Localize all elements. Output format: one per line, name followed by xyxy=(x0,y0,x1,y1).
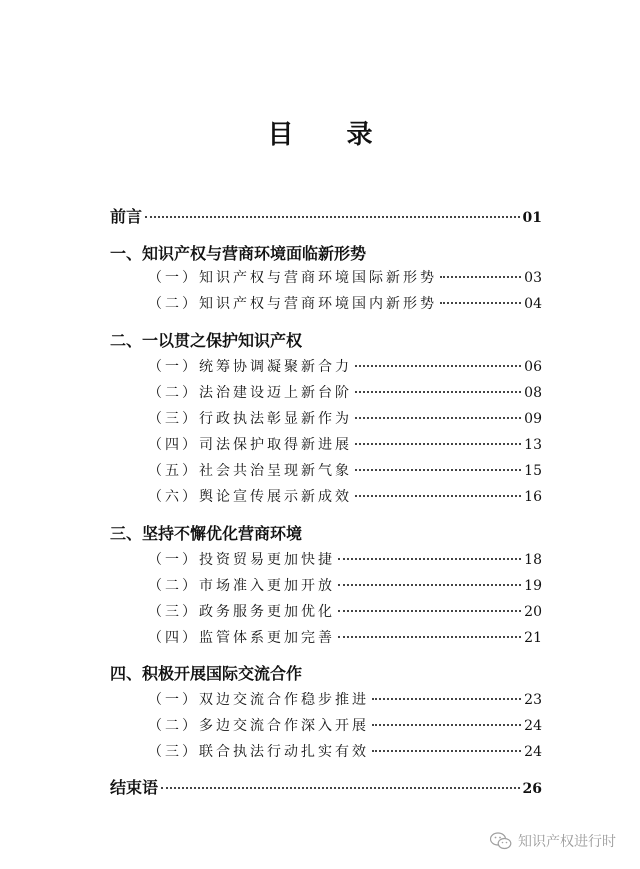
toc-entry-conclusion[interactable] xyxy=(110,776,542,800)
dot-leader xyxy=(355,365,521,367)
watermark-text: 知识产权进行时 xyxy=(518,834,616,850)
toc-entry-label: （六）舆论宣传展示新成效 xyxy=(148,489,352,505)
watermark xyxy=(490,831,616,851)
toc-page-number: 19 xyxy=(524,578,542,594)
toc-page-number: 06 xyxy=(524,359,542,375)
dot-leader xyxy=(338,558,521,560)
dot-leader xyxy=(338,636,521,638)
toc-page-number: 03 xyxy=(524,270,542,286)
toc-page-number: 08 xyxy=(524,385,542,401)
dot-leader xyxy=(372,750,521,752)
toc-entry-label: （二）知识产权与营商环境国内新形势 xyxy=(148,296,437,312)
dot-leader xyxy=(161,787,520,789)
dot-leader xyxy=(355,495,521,497)
toc-entry-label: （三）政务服务更加优化 xyxy=(148,604,335,620)
toc-entry-label: （四）司法保护取得新进展 xyxy=(148,437,352,453)
dot-leader xyxy=(355,443,521,445)
dot-leader xyxy=(355,417,521,419)
wechat-icon xyxy=(490,832,512,850)
dot-leader xyxy=(338,610,521,612)
toc-entry[interactable] xyxy=(148,740,542,764)
toc-page-number: 21 xyxy=(524,630,542,646)
toc-entry[interactable] xyxy=(148,485,542,509)
toc-entry[interactable] xyxy=(148,381,542,405)
toc-section-heading[interactable]: 三、坚持不懈优化营商环境 xyxy=(110,524,303,543)
dot-leader xyxy=(372,724,521,726)
toc-page-number: 18 xyxy=(524,552,542,568)
dot-leader xyxy=(372,698,521,700)
toc-entry-label: 结束语 xyxy=(110,778,159,797)
toc-page-number: 16 xyxy=(524,489,542,505)
toc-section-heading[interactable]: 二、一以贯之保护知识产权 xyxy=(110,331,303,350)
toc-entry[interactable] xyxy=(148,548,542,572)
toc-entry[interactable] xyxy=(148,433,542,457)
toc-entry[interactable] xyxy=(148,407,542,431)
toc-entry-label: （一）统筹协调凝聚新合力 xyxy=(148,359,352,375)
toc-entry-label: （三）联合执法行动扎实有效 xyxy=(148,744,369,760)
toc-entry-label: （二）法治建设迈上新台阶 xyxy=(148,385,352,401)
toc-page-number: 04 xyxy=(524,296,542,312)
toc-entry-preface[interactable] xyxy=(110,205,542,229)
dot-leader xyxy=(355,391,521,393)
toc-entry[interactable] xyxy=(148,600,542,624)
toc-page-number: 23 xyxy=(524,692,542,708)
toc-page-number: 24 xyxy=(524,718,542,734)
toc-section-heading[interactable]: 四、积极开展国际交流合作 xyxy=(110,664,303,683)
toc-entry-label: （三）行政执法彰显新作为 xyxy=(148,411,352,427)
toc-section-heading[interactable]: 一、知识产权与营商环境面临新形势 xyxy=(110,244,367,263)
toc-entry-label: （四）监管体系更加完善 xyxy=(148,630,335,646)
toc-page-number: 26 xyxy=(522,781,542,797)
toc-entry[interactable] xyxy=(148,459,542,483)
toc-entry[interactable] xyxy=(148,714,542,738)
toc-page-number: 13 xyxy=(524,437,542,453)
toc-page-number: 09 xyxy=(524,411,542,427)
dot-leader xyxy=(338,584,521,586)
toc-entry[interactable] xyxy=(148,574,542,598)
dot-leader xyxy=(440,276,521,278)
dot-leader xyxy=(440,302,521,304)
toc-entry-label: （一）投资贸易更加快捷 xyxy=(148,552,335,568)
toc-entry-label: （五）社会共治呈现新气象 xyxy=(148,463,352,479)
toc-page-number: 20 xyxy=(524,604,542,620)
toc-entry-label: （一）知识产权与营商环境国际新形势 xyxy=(148,270,437,286)
toc-entry-label: （二）市场准入更加开放 xyxy=(148,578,335,594)
toc-entry-label: （二）多边交流合作深入开展 xyxy=(148,718,369,734)
toc-page-number: 24 xyxy=(524,744,542,760)
toc-entry-label: 前言 xyxy=(110,207,143,226)
toc-title: 目 录 xyxy=(267,120,395,150)
toc-entry[interactable] xyxy=(148,266,542,290)
toc-entry[interactable] xyxy=(148,688,542,712)
toc-entry-label: （一）双边交流合作稳步推进 xyxy=(148,692,369,708)
toc-page-number: 01 xyxy=(522,210,542,226)
toc-entry[interactable] xyxy=(148,626,542,650)
toc-entry[interactable] xyxy=(148,355,542,379)
dot-leader xyxy=(355,469,521,471)
toc-page-number: 15 xyxy=(524,463,542,479)
dot-leader xyxy=(145,216,520,218)
toc-entry[interactable] xyxy=(148,292,542,316)
